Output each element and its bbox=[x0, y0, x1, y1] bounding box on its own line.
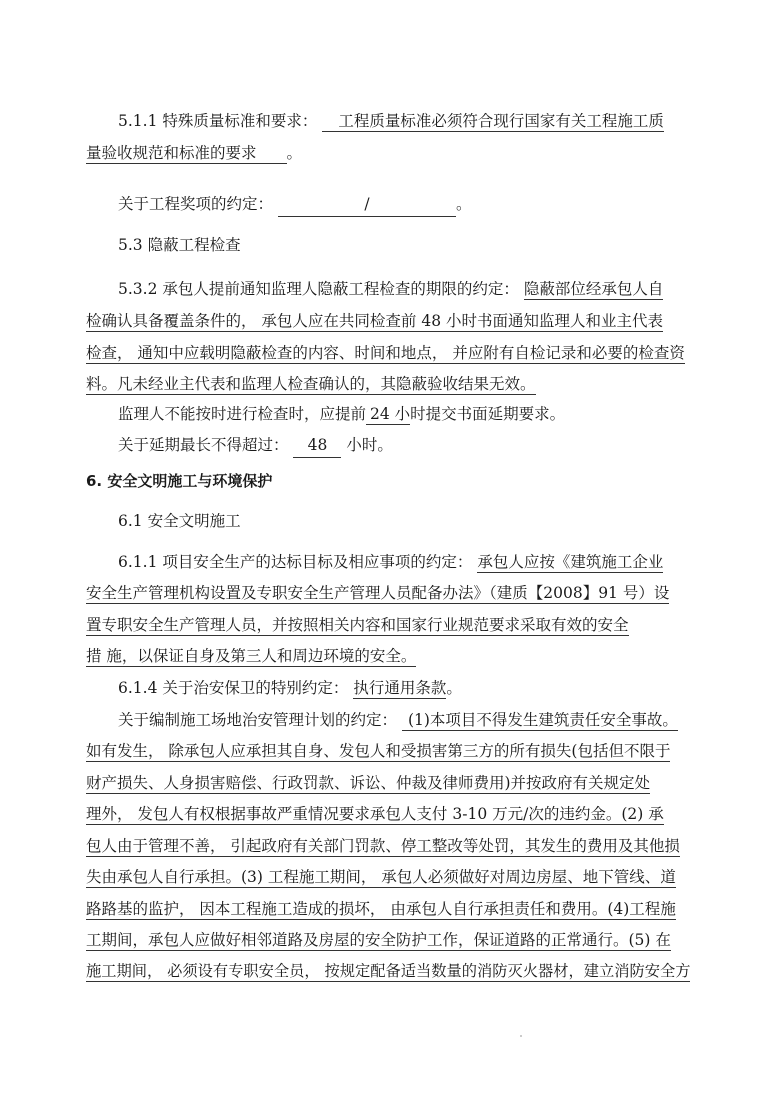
sec532-label: 5.3.2 承包人提前通知监理人隐蔽工程检查的期限的约定： bbox=[118, 280, 519, 298]
sec614-line bbox=[118, 677, 462, 699]
security-plan-label: 关于编制施工场地治安管理计划的约定： bbox=[118, 711, 398, 729]
award-label: 关于工程奖项的约定： bbox=[118, 195, 274, 213]
sec611-value-2: 安全生产管理机构设置及专职安全生产管理人员配备办法》（建质【2008】91 号）设 bbox=[86, 584, 670, 602]
security-plan-value-6: 失由承包人自行承担。(3) 工程施工期间， 承包人必须做好对周边房屋、地下管线、道 bbox=[86, 868, 676, 886]
sec611-line3 bbox=[86, 614, 629, 636]
security-plan-line9 bbox=[86, 960, 690, 982]
sec611-value-1: 承包人应按《建筑施工企业 bbox=[477, 553, 664, 571]
delay-max-line bbox=[118, 434, 393, 458]
security-plan-line5 bbox=[86, 835, 680, 857]
security-plan-value-7: 路路基的监护， 因本工程施工造成的损坏， 由承包人自行承担责任和费用。(4)工程施 bbox=[86, 900, 676, 918]
sec532-line2 bbox=[86, 310, 663, 332]
security-plan-value-2: 如有发生， 除承包人应承担其自身、发包人和受损害第三方的所有损失(包括但不限于 bbox=[86, 742, 671, 760]
delay-request-line bbox=[118, 403, 565, 425]
security-plan-line4 bbox=[86, 803, 664, 825]
sec511-value-1: 工程质量标准必须符合现行国家有关工程施工质 bbox=[322, 112, 664, 132]
security-plan-value-1: (1)本项目不得发生建筑责任安全事故。 bbox=[402, 711, 678, 731]
sec532-value-1: 隐蔽部位经承包人自 bbox=[523, 280, 664, 298]
sec511-line1 bbox=[118, 110, 664, 132]
sec611-value-4: 措 施，以保证自身及第三人和周边环境的安全。 bbox=[86, 647, 417, 665]
sec611-line4 bbox=[86, 645, 416, 667]
sec532-value-3: 检查， 通知中应载明隐蔽检查的内容、时间和地点， 并应附有自检记录和必要的检查资 bbox=[86, 344, 685, 362]
security-plan-value-9: 施工期间， 必须设有专职安全员， 按规定配备适当数量的消防灭火器材，建立消防安全方 bbox=[86, 962, 691, 980]
sec611-value-3: 置专职安全生产管理人员，并按照相关内容和国家行业规范要求采取有效的安全 bbox=[86, 616, 629, 634]
sec611-label: 6.1.1 项目安全生产的达标目标及相应事项的约定： bbox=[118, 553, 473, 571]
delay-max-post: 小时。 bbox=[346, 436, 393, 454]
sec511-label: 5.1.1 特殊质量标准和要求： bbox=[118, 112, 318, 130]
delay-request-pre: 监理人不能按时进行检查时，应提前 bbox=[118, 405, 367, 423]
sec511-value-2: 量验收规范和标准的要求 bbox=[86, 144, 287, 164]
sec614-label: 6.1.4 关于治安保卫的特别约定： bbox=[118, 679, 349, 697]
sec6-heading: 6. 安全文明施工与环境保护 bbox=[86, 472, 273, 490]
scan-speck bbox=[520, 1035, 522, 1037]
sec532-line4 bbox=[86, 373, 536, 395]
delay-max-pre: 关于延期最长不得超过： bbox=[118, 436, 289, 454]
delay-request-value: 24 小 bbox=[366, 405, 410, 425]
sec611-line1 bbox=[118, 551, 663, 573]
sec511-line2 bbox=[86, 142, 302, 164]
sec61-title: 6.1 安全文明施工 bbox=[118, 512, 241, 530]
sec532-value-2: 检确认具备覆盖条件的， 承包人应在共同检查前 48 小时书面通知监理人和业主代表 bbox=[86, 312, 664, 330]
security-plan-value-8: 工期间，承包人应做好相邻道路及房屋的安全防护工作，保证道路的正常通行。(5) 在 bbox=[86, 931, 671, 949]
security-plan-line3 bbox=[86, 772, 650, 794]
sec614-value: 执行通用条款 bbox=[353, 679, 447, 697]
security-plan-value-5: 包人由于管理不善， 引起政府有关部门罚款、停工整改等处罚，其发生的费用及其他损 bbox=[86, 837, 680, 855]
security-plan-line7 bbox=[86, 898, 676, 920]
sec611-line2 bbox=[86, 582, 669, 604]
sec511-end: 。 bbox=[286, 144, 303, 162]
delay-request-post: 时提交书面延期要求。 bbox=[410, 405, 566, 423]
security-plan-line2 bbox=[86, 740, 670, 762]
sec532-value-4: 料。凡未经业主代表和监理人检查确认的，其隐蔽验收结果无效。 bbox=[86, 375, 536, 393]
security-plan-value-4: 理外， 发包人有权根据事故严重情况要求承包人支付 3-10 万元/次的违约金。(2) 承 bbox=[86, 805, 664, 823]
delay-max-value: 48 bbox=[293, 434, 341, 458]
sec53-title: 5.3 隐蔽工程检查 bbox=[118, 236, 241, 254]
award-end: 。 bbox=[455, 195, 472, 213]
security-plan-line6 bbox=[86, 866, 676, 888]
security-plan-line1 bbox=[118, 709, 678, 731]
sec532-line1 bbox=[118, 278, 663, 300]
sec532-line3 bbox=[86, 342, 685, 364]
sec614-end: 。 bbox=[446, 679, 462, 697]
award-line bbox=[118, 193, 471, 217]
security-plan-line8 bbox=[86, 929, 671, 951]
security-plan-value-3: 财产损失、人身损害赔偿、行政罚款、诉讼、仲裁及律师费用)并按政府有关规定处 bbox=[86, 774, 651, 792]
award-value: / bbox=[278, 193, 456, 217]
